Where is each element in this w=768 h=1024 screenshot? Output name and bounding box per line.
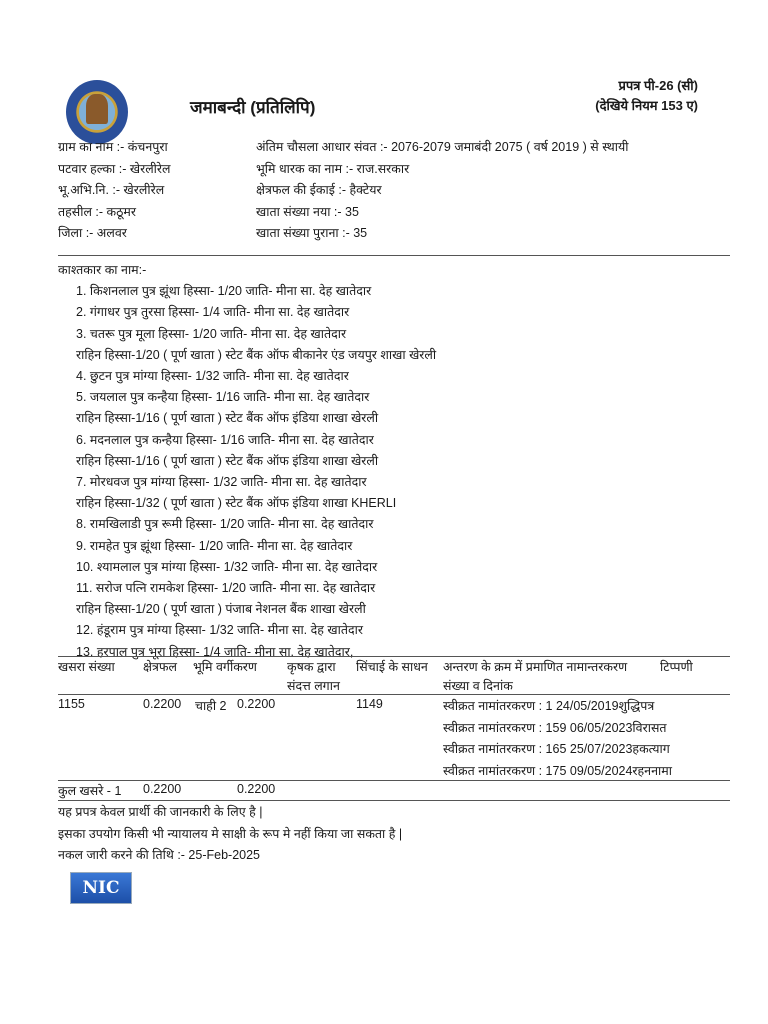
settlement-basis: अंतिम चौसला आधार संवत :- 2076-2079 जमाबंदी 2075 ( वर्ष 2019 ) से स्थायी bbox=[256, 140, 629, 154]
header-area: क्षेत्रफल bbox=[143, 660, 177, 674]
list-item: 9. रामहेत पुत्र झूंथा हिस्सा- 1/20 जाति- मीना सा. देह खातेदार bbox=[76, 538, 353, 553]
info-disclaimer: यह प्रपत्र केवल प्रार्थी की जानकारी के लिए है | bbox=[58, 805, 263, 819]
page-title: जमाबन्दी (प्रतिलिपि) bbox=[190, 98, 316, 117]
list-item: राहिन हिस्सा-1/16 ( पूर्ण खाता ) स्टेट बैंक ऑफ इंडिया शाखा खेरली bbox=[76, 453, 379, 468]
mutation-entry: स्वीक्रत नामांतरकरण : 1 24/05/2019शुद्धिपत्र bbox=[443, 699, 655, 713]
tehsil: तहसील :- कठूमर bbox=[58, 204, 136, 219]
list-item: 6. मदनलाल पुत्र कन्हैया हिस्सा- 1/16 जाति- मीना सा. देह खातेदार bbox=[76, 432, 374, 447]
total-khasra: कुल खसरे - 1 bbox=[58, 784, 122, 798]
table-top-border bbox=[58, 656, 730, 657]
list-item: 1. किशनलाल पुत्र झूंथा हिस्सा- 1/20 जाति- मीना सा. देह खातेदार bbox=[76, 284, 372, 299]
land-holder-name: भूमि धारक का नाम :- राज.सरकार bbox=[256, 161, 410, 176]
rajasthan-emblem-logo bbox=[66, 80, 128, 144]
form-number bbox=[595, 76, 698, 116]
account-number-new: खाता संख्या नया :- 35 bbox=[256, 204, 359, 219]
classification-name: चाही 2 bbox=[195, 699, 227, 713]
mutation-entry: स्वीक्रत नामांतरकरण : 165 25/07/2023हकत्याग bbox=[443, 742, 670, 756]
header-rent: कृषक द्वारा संदत्त लगान bbox=[287, 660, 340, 693]
list-item: 13. हरपाल पुत्र भूरा हिस्सा- 1/4 जाति- मीना सा. देह खातेदार, bbox=[76, 644, 354, 659]
list-item: राहिन हिस्सा-1/16 ( पूर्ण खाता ) स्टेट बैंक ऑफ इंडिया शाखा खेरली bbox=[76, 411, 379, 426]
list-item: 8. रामखिलाडी पुत्र रूमी हिस्सा- 1/20 जाति- मीना सा. देह खातेदार bbox=[76, 517, 374, 532]
nic-logo: NIC bbox=[70, 872, 132, 904]
mutation-entry: स्वीक्रत नामांतरकरण : 159 06/05/2023विरासत bbox=[443, 720, 667, 735]
khasra-number: 1155 bbox=[58, 697, 85, 711]
irrigation-source: 1149 bbox=[356, 697, 383, 711]
village-name: ग्राम का नाम :- कंचनपुरा bbox=[58, 140, 168, 154]
total-area: 0.2200 bbox=[143, 782, 182, 796]
header-mutation: अन्तरण के क्रम में प्रमाणित नामान्तरकरण संख्या व दिनांक bbox=[443, 660, 628, 693]
cultivator-list bbox=[58, 260, 436, 663]
list-item: 4. छुटन पुत्र मांग्या हिस्सा- 1/32 जाति- मीना सा. देह खातेदार bbox=[76, 369, 349, 384]
area-value: 0.2200 bbox=[143, 697, 182, 711]
district: जिला :- अलवर bbox=[58, 226, 127, 240]
list-item: 2. गंगाधर पुत्र तुरसा हिस्सा- 1/4 जाति- मीना सा. देह खातेदार bbox=[76, 305, 350, 320]
table-header-border bbox=[58, 694, 730, 695]
table-bottom-border bbox=[58, 800, 730, 801]
list-item: राहिन हिस्सा-1/20 ( पूर्ण खाता ) पंजाब नेशनल बैंक शाखा खेरली bbox=[76, 602, 366, 617]
table-body-border bbox=[58, 780, 730, 781]
list-item: 10. श्यामलाल पुत्र मांग्या हिस्सा- 1/32 जाति- मीना सा. देह खातेदार bbox=[76, 559, 378, 574]
form-number-label: प्रपत्र पी-26 (सी) bbox=[618, 78, 698, 93]
list-item: 3. चतरू पुत्र मूला हिस्सा- 1/20 जाति- मीना सा. देह खातेदार bbox=[76, 326, 347, 341]
cultivators-label: काश्तकार का नाम:- bbox=[58, 263, 147, 277]
mutation-entry: स्वीक्रत नामांतरकरण : 175 09/05/2024रहननामा bbox=[443, 763, 673, 778]
account-number-old: खाता संख्या पुराना :- 35 bbox=[256, 226, 368, 240]
header-khasra: खसरा संख्या bbox=[58, 660, 115, 674]
patwar-halka: पटवार हल्का :- खेरलीरेल bbox=[58, 161, 171, 176]
list-item: 5. जयलाल पुत्र कन्हैया हिस्सा- 1/16 जाति- मीना सा. देह खातेदार bbox=[76, 390, 370, 405]
area-unit: क्षेत्रफल की ईकाई :- हैक्टेयर bbox=[256, 183, 382, 197]
list-item: 12. हंडूराम पुत्र मांग्या हिस्सा- 1/32 जाति- मीना सा. देह खातेदार bbox=[76, 623, 363, 638]
list-item: 11. सरोज पत्नि रामकेश हिस्सा- 1/20 जाति- मीना सा. देह खातेदार bbox=[76, 581, 376, 596]
classification-area: 0.2200 bbox=[237, 697, 276, 711]
list-item: 7. मोरधवज पुत्र मांग्या हिस्सा- 1/32 जाति- मीना सा. देह खातेदार bbox=[76, 475, 367, 490]
list-item: राहिन हिस्सा-1/20 ( पूर्ण खाता ) स्टेट बैंक ऑफ बीकानेर एंड जयपुर शाखा खेरली bbox=[76, 347, 437, 362]
land-record-inspector: भू.अभि.नि. :- खेरलीरेल bbox=[58, 183, 165, 197]
divider bbox=[58, 255, 730, 256]
total-class-area: 0.2200 bbox=[237, 782, 276, 796]
header-remarks: टिप्पणी bbox=[660, 660, 693, 674]
legal-disclaimer: इसका उपयोग किसी भी न्यायालय मे साक्षी के रूप मे नहीं किया जा सकता है | bbox=[58, 826, 403, 841]
header-classification: भूमि वर्गीकरण bbox=[193, 660, 257, 674]
rule-reference: (देखिये नियम 153 ए) bbox=[595, 98, 698, 113]
issue-date: नकल जारी करने की तिथि :- 25-Feb-2025 bbox=[58, 848, 260, 862]
header-irrigation: सिंचाई के साधन bbox=[356, 660, 428, 674]
list-item: राहिन हिस्सा-1/32 ( पूर्ण खाता ) स्टेट बैंक ऑफ इंडिया शाखा KHERLI bbox=[76, 496, 397, 511]
